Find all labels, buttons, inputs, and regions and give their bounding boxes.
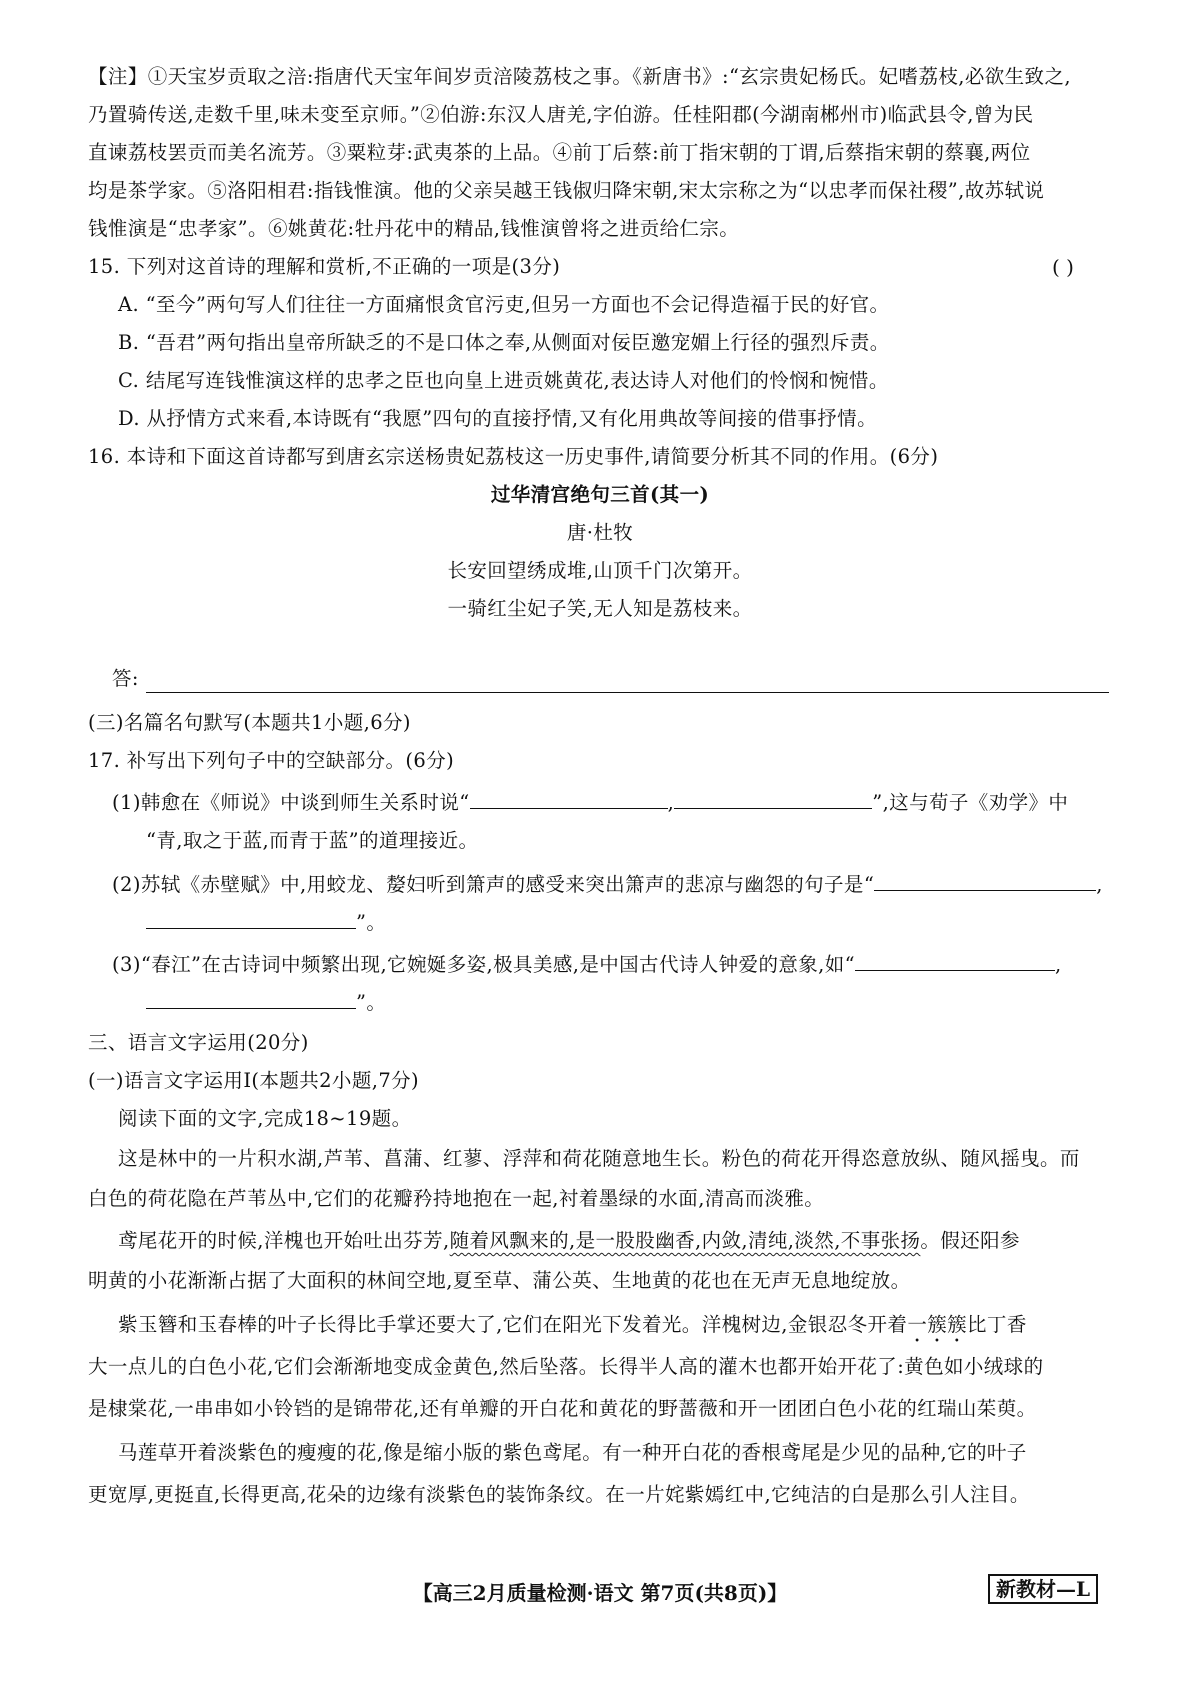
passage-p1-line-2: 白色的荷花隐在芦苇丛中,它们的花瓣矜持地抱在一起,衬着墨绿的水面,清高而淡雅。 [88,1187,825,1210]
poem-author: 唐·杜牧 [566,521,634,544]
q17-stem: 17. 补写出下列句子中的空缺部分。(6分) [88,749,455,772]
poem-title: 过华清宫绝句三首(其一) [490,483,710,506]
q17-item-3-cont: ”。 [146,986,386,1018]
q17-item-3: (3)“春江”在古诗词中频繁出现,它婉娫多姿,极具美感,是中国古代诗人钟爱的意象,如“ , [112,948,1062,980]
note-line-5: 钱惟演是“忠孝家”。⑥姚黄花:牡丹花中的精品,钱惟演曾将之进贡给仁宗。 [88,217,740,240]
poem-line-2: 一骑红尘妃子笑,无人知是荔枝来。 [447,597,753,620]
q15-option-b: B. “吾君”两句指出皇帝所缺乏的不是口体之奉,从侧面对佞臣邀宠媚上行径的强烈斥责。 [118,331,890,354]
note-line-2: 乃置骑传送,走数千里,味未变至京师。”②伯游:东汉人唐羌,字伯游。任桂阳郡(今湖南郴州市)临武县令,曾为民 [88,103,1034,126]
edition-badge: 新教材—L [988,1574,1098,1604]
passage-p4-line-1: 马莲草开着淡紫色的瘦瘦的花,像是缩小版的紫色鸢尾。有一种开白花的香根鸢尾是少见的品种,它的叶子 [118,1441,1027,1464]
wavy-underlined-sentence: 随着风飘来的,是一股股幽香,内敛,清纯,淡然,不事张扬 [449,1229,921,1252]
note-line-1: 【注】①天宝岁贡取之涪:指唐代天宝年间岁贡涪陵荔枝之事。《新唐书》:“玄宗贵妃杨氏。妃嗜荔枝,必欲生致之, [88,65,1071,88]
passage-p3-line-1: 紫玉簪和玉春棒的叶子长得比手掌还要大了,它们在阳光下发着光。洋槐树边,金银忍冬开着一簇簇比丁香 [118,1313,1027,1336]
poem-line-1: 长安回望绣成堆,山顶千门次第开。 [447,559,753,582]
q15-option-d: D. 从抒情方式来看,本诗既有“我愿”四句的直接抒情,又有化用典故等间接的借事抒情。 [118,407,877,430]
passage-p2-line-1: 鸢尾花开的时候,洋槐也开始吐出芬芳,随着风飘来的,是一股股幽香,内敛,清纯,淡然,不事张扬。假还阳参 [118,1229,1020,1252]
q17-item-1: (1)韩愈在《师说》中谈到师生关系时说“ , ”,这与荀子《劝学》中 [112,786,1068,818]
passage-p3-line-2: 大一点儿的白色小花,它们会渐渐地变成金黄色,然后坠落。长得半人高的灌木也都开始开花了:黄色如小绒球的 [88,1355,1044,1378]
dotted-word: 一簇簇 [907,1313,968,1336]
q15-option-a: A. “至今”两句写人们往往一方面痛恨贪官污吏,但另一方面也不会记得造福于民的好官。 [118,293,890,316]
q17-3-blank-a[interactable] [855,948,1055,971]
q16-stem: 16. 本诗和下面这首诗都写到唐玄宗送杨贵妃荔枝这一历史事件,请简要分析其不同的作用。(6分) [88,445,939,468]
answer-line[interactable] [146,692,1109,693]
q17-item-1-cont: “青,取之于蓝,而青于蓝”的道理接近。 [146,829,479,852]
page-footer: 【高三2月质量检测·语文 第7页(共8页)】 [412,1581,788,1605]
passage-p2-line-2: 明黄的小花渐渐占据了大面积的林间空地,夏至草、蒲公英、生地黄的花也在无声无息地绽放。 [88,1269,911,1292]
part-3-subheading: (一)语言文字运用Ⅰ(本题共2小题,7分) [88,1069,420,1092]
section-3-heading: (三)名篇名句默写(本题共1小题,6分) [88,711,411,734]
q17-2-blank-b[interactable] [146,906,356,929]
answer-label: 答: [112,667,139,690]
q17-1-blank-a[interactable] [470,786,668,809]
reading-instruction: 阅读下面的文字,完成18~19题。 [118,1107,412,1130]
q17-2-blank-a[interactable] [874,868,1096,891]
q17-1-blank-b[interactable] [674,786,872,809]
q15-option-c: C. 结尾写连钱惟演这样的忠孝之臣也向皇上进贡姚黄花,表达诗人对他们的怜悯和惋惜。 [118,369,889,392]
note-line-3: 直谏荔枝罢贡而美名流芳。③粟粒芽:武夷茶的上品。④前丁后蔡:前丁指宋朝的丁谓,后蔡指宋朝的蔡襄,两位 [88,141,1031,164]
part-3-heading: 三、语言文字运用(20分) [88,1031,309,1054]
passage-p3-line-3: 是棣棠花,一串串如小铃铛的是锦带花,还有单瓣的开白花和黄花的野蔷薇和开一团团白色小花的红瑞山茱萸。 [88,1397,1037,1420]
q17-item-2: (2)苏轼《赤壁赋》中,用蛟龙、嫠妇听到箫声的感受来突出箫声的悲凉与幽怨的句子是“ , [112,868,1103,900]
q15-answer-bracket[interactable]: ( ) [1052,255,1074,279]
q17-item-2-cont: ”。 [146,906,386,938]
q17-3-blank-b[interactable] [146,986,356,1009]
q15-stem: 15. 下列对这首诗的理解和赏析,不正确的一项是(3分) [88,255,561,278]
note-line-4: 均是茶学家。⑤洛阳相君:指钱惟演。他的父亲吴越王钱俶归降宋朝,宋太宗称之为“以忠孝而保社稷”,故苏轼说 [88,179,1045,202]
passage-p4-line-2: 更宽厚,更挺直,长得更高,花朵的边缘有淡紫色的装饰条纹。在一片姹紫嫣红中,它纯洁的白是那么引人注目。 [88,1483,1030,1506]
passage-p1-line-1: 这是林中的一片积水湖,芦苇、菖蒲、红蓼、浮萍和荷花随意地生长。粉色的荷花开得恣意放纵、随风摇曳。而 [118,1147,1080,1170]
